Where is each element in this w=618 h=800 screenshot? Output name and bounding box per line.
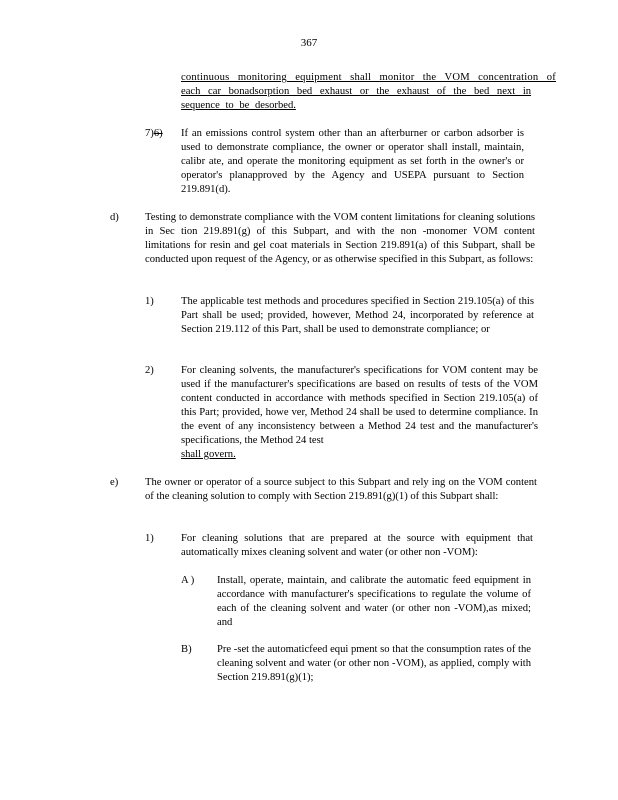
section-e-item-1-text: For cleaning solutions that are prepared at the source with equipment that automatically mixes cleaning solvent and water (or other non -VOM): <box>181 533 533 558</box>
section-d-marker: d) <box>110 212 119 223</box>
inserted-line: continuous monitoring equipment shall monitor the VOM concentration of <box>181 72 556 83</box>
marker-new: 7) <box>145 128 154 139</box>
section-e-item-a-text: Install, operate, maintain, and calibrate the automatic feed equipment in accordance with manufacturer's specifications to regulate the volume of each of the cleaning solvent and water (or other non -VOM),as mixed; and <box>217 575 531 628</box>
item-7-text: If an emissions control system other than an afterburner or carbon adsorber is used to demonstrate compliance, the owner or operator shall install, maintain, calibr ate, and operate the monitoring equipment as set forth in the owner's or operator's planapproved by the Agency and USEPA pursuant to Section 219.891(d). <box>181 128 524 195</box>
inserted-line: each car bonadsorption bed exhaust or the exhaust of the bed next in <box>181 86 532 97</box>
marker-deleted: 6) <box>153 128 163 139</box>
top-inserted-text <box>181 71 556 113</box>
section-d-item-2-text: For cleaning solvents, the manufacturer's specifications for VOM content may be used if the manufacturer's specifications are based on results of tests of the VOM content conducted in accordance with methods specified in Section 219.105(a) of this Part; provided, howe ver, Method 24 shall be used to determine compliance. In the event of any inconsistency between a Method 24 test and the manufacturer's specifications, the Method 24 test <box>181 365 538 446</box>
page-number: 367 <box>300 37 318 49</box>
section-e-text: The owner or operator of a source subject to this Subpart and rely ing on the VOM content of the cleaning solution to comply with Section 219.891(g)(1) of this Subpart shall: <box>145 477 537 502</box>
section-d-item-1-marker: 1) <box>145 296 154 307</box>
section-e-marker: e) <box>110 477 119 488</box>
item-7-marker <box>145 127 181 141</box>
section-d-item-2-marker: 2) <box>145 365 154 376</box>
section-e-item-1-marker: 1) <box>145 533 154 544</box>
section-d-text: Testing to demonstrate compliance with the VOM content limitations for cleaning solutions in Sec tion 219.891(g) of this Subpart, and with the non -monomer VOM content limitations for resin and gel coat materials in Section 219.891(a) of this Subpart, shall be conducted upon request of the Agency, or as otherwise specified in this Subpart, as follows: <box>145 212 535 265</box>
section-e-item-b-marker: B) <box>181 644 192 655</box>
inserted-line: sequence to be desorbed. <box>181 100 296 111</box>
section-d-item-1-text: The applicable test methods and procedures specified in Section 219.105(a) of this Part shall be used; provided, however, Method 24, incorporated by reference at Section 219.112 of this Part, shall be used to demonstrate compliance; or <box>181 296 534 335</box>
inserted-text: shall govern. <box>181 449 236 460</box>
section-d-item-2 <box>181 364 538 462</box>
section-e-item-b-text: Pre -set the automaticfeed equi pment so that the consumption rates of the cleaning solvent and water (or other non -VOM), as applied, comply with Section 219.891(g)(1); <box>217 644 531 683</box>
section-e-item-a-marker: A ) <box>181 575 195 586</box>
